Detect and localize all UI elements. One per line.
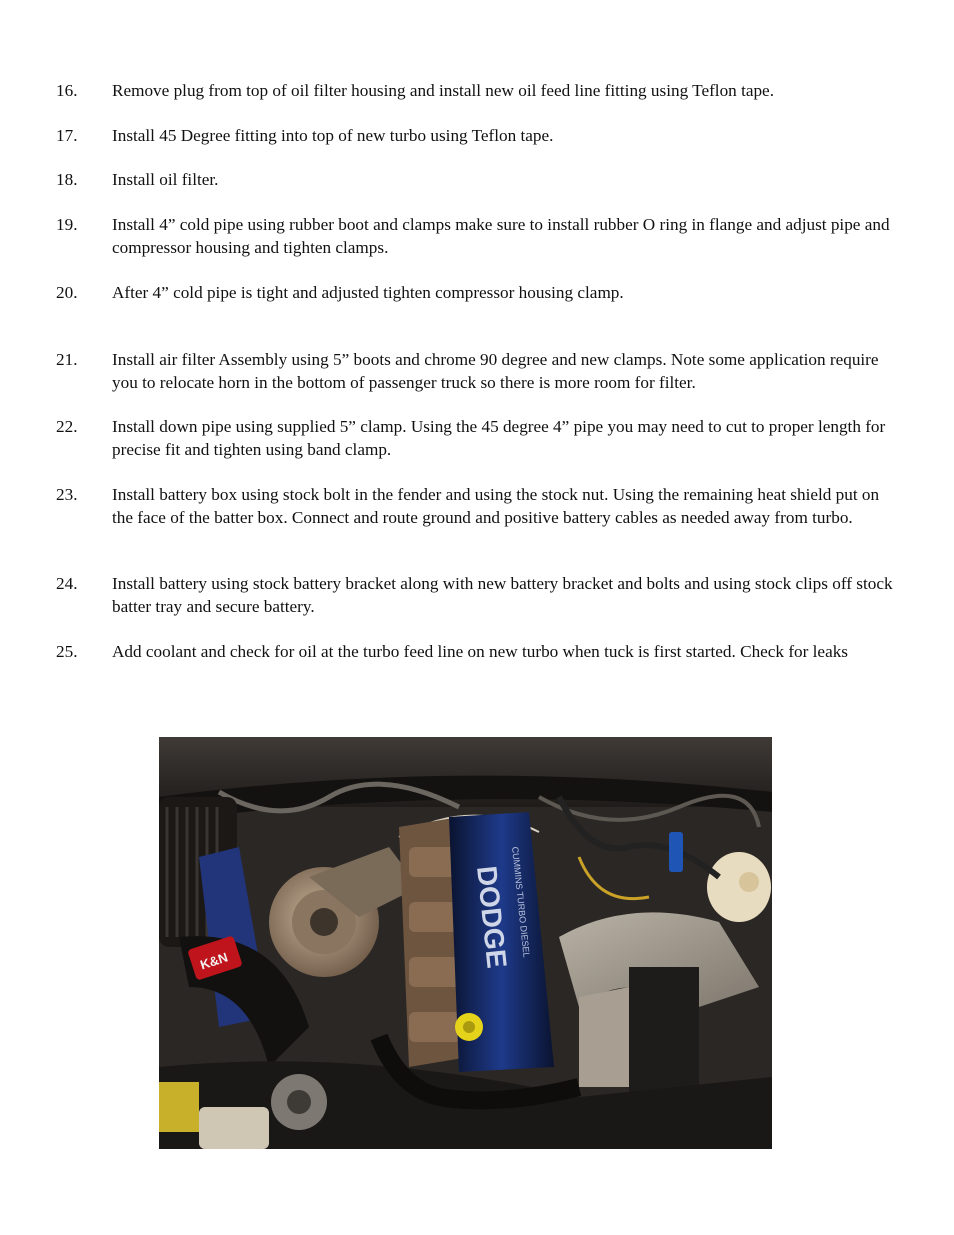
- step-text: Install battery using stock battery bracket along with new battery bracket and bolts and using stock clips off stock batter tray and secure battery.: [112, 574, 893, 616]
- step-number: 23.: [56, 485, 78, 504]
- step-number: 20.: [56, 283, 78, 302]
- step-text: Install 4” cold pipe using rubber boot and clamps make sure to install rubber O ring in flange and adjust pipe and compressor housing and tighten clamps.: [112, 215, 890, 257]
- step-number: 16.: [56, 81, 78, 100]
- step-text: Install 45 Degree fitting into top of new turbo using Teflon tape.: [112, 126, 554, 145]
- step-text: Install down pipe using supplied 5” clamp. Using the 45 degree 4” pipe you may need to cut to proper length for precise fit and tighten using band clamp.: [112, 417, 886, 459]
- engine-bay-photo: [159, 737, 772, 1149]
- step-number: 17.: [56, 126, 78, 145]
- step-text: Remove plug from top of oil filter housing and install new oil feed line fitting using Teflon tape.: [112, 81, 774, 100]
- step-number: 19.: [56, 215, 78, 234]
- step-text: Install battery box using stock bolt in the fender and using the stock nut. Using the remaining heat shield put on the face of the batter box. Connect and route ground and positive battery cables as needed away from turbo.: [112, 485, 880, 527]
- filter-brand-label: K&N: [198, 949, 230, 973]
- step-text: Add coolant and check for oil at the turbo feed line on new turbo when tuck is first started. Check for leaks: [112, 642, 848, 661]
- step-text: Install oil filter.: [112, 170, 219, 189]
- step-number: 18.: [56, 170, 78, 189]
- step-number: 24.: [56, 574, 78, 593]
- valve-cover-subtext: CUMMINS TURBO DIESEL: [510, 846, 532, 958]
- step-number: 21.: [56, 350, 78, 369]
- step-text: Install air filter Assembly using 5” boots and chrome 90 degree and new clamps. Note some application require you to relocate horn in the bottom of passenger truck so there is more room for filter.: [112, 350, 879, 392]
- step-text: After 4” cold pipe is tight and adjusted tighten compressor housing clamp.: [112, 283, 624, 302]
- step-number: 22.: [56, 417, 78, 436]
- valve-cover-brand: DODGE: [471, 864, 513, 970]
- step-number: 25.: [56, 642, 78, 661]
